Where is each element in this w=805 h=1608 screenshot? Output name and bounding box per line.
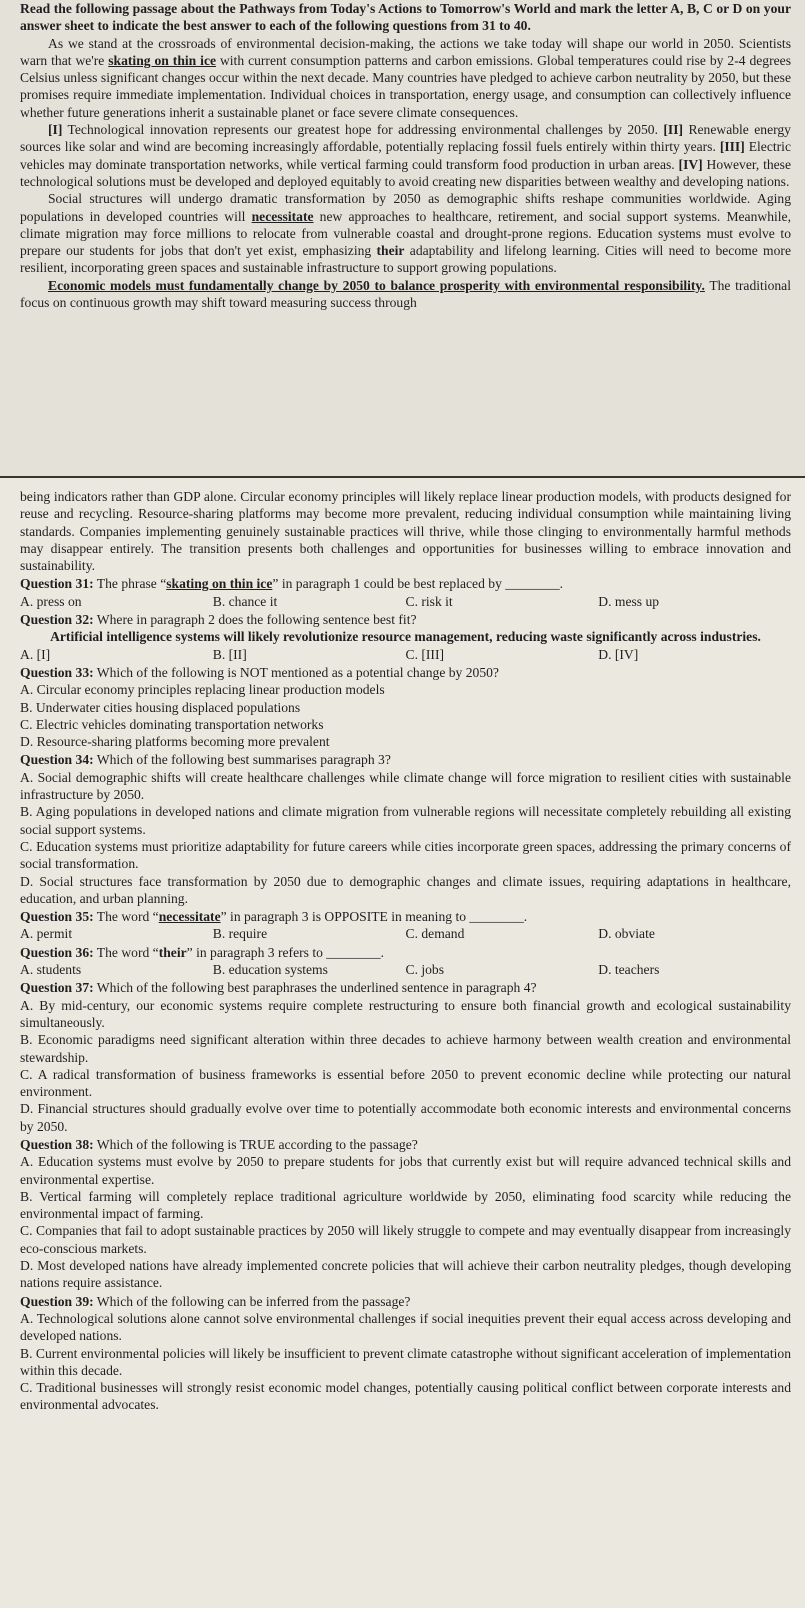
marker-I: [I]: [48, 122, 63, 138]
q34-option-b[interactable]: B. Aging populations in developed nations and climate migration from vulnerable regions will necessitate completely rebuilding all existing social support systems.: [20, 804, 791, 837]
question-38: Question 38: Which of the following is TRUE according to the passage?: [20, 1136, 418, 1152]
question-39: Question 39: Which of the following can be inferred from the passage?: [20, 1293, 411, 1309]
paragraph-3: Social structures will undergo dramatic transformation by 2050 as demographic shifts reshape communities worldwide. Aging populations in developed countries will necessitate new approaches to healthcare, retirement, and social support systems. Meanwhile, climate migration may force millions to relocate from vulnerable coastal and drought-prone regions. Education systems must evolve to prepare our students for jobs that don't yet exist, emphasizing their adaptability and lifelong learning. Cities will need to become more resilient, incorporating green spaces and sustainable infrastructure to support growing populations.: [20, 191, 791, 276]
q35-option-d[interactable]: D. obviate: [598, 926, 655, 942]
q37-option-c[interactable]: C. A radical transformation of business frameworks is essential before 2050 to prevent economic decline while protecting our natural environment.: [20, 1066, 791, 1100]
q36-option-b[interactable]: B. education systems: [212, 962, 328, 978]
q32-option-a[interactable]: A. [I]: [20, 646, 51, 662]
paragraph-4-continued: being indicators rather than GDP alone. Circular economy principles will likely replace linear production models, with products designed for reuse and recycling. Resource-sharing platforms may become more prevalent, reducing individual consumption while maintaining living standards. Companies implementing genuinely sustainable practices will thrive, while those clinging to environmentally harmful methods may disappear entirely. The transition presents both challenges and opportunities for businesses willing to embrace innovation and sustainability.: [20, 489, 791, 574]
q36-option-c[interactable]: C. jobs: [405, 962, 445, 978]
q38-option-a[interactable]: A. Education systems must evolve by 2050 to prepare students for jobs that currently exist but will require advanced technical skills and environmental expertise.: [20, 1154, 791, 1187]
underlined-phrase-skating: skating on thin ice: [108, 52, 217, 68]
q37-option-d[interactable]: D. Financial structures should gradually evolve over time to potentially accommodate both economic interests and environmental concerns by 2050.: [20, 1101, 791, 1134]
q33-option-d[interactable]: D. Resource-sharing platforms becoming more prevalent: [20, 734, 330, 750]
q35-option-b[interactable]: B. require: [212, 926, 268, 942]
question-36-options: [20, 961, 791, 978]
q32-option-c[interactable]: C. [III]: [405, 646, 444, 662]
q34-option-c[interactable]: C. Education systems must prioritize adaptability for future careers while cities incorporate green spaces, addressing the primary concerns of social transformation.: [20, 838, 791, 872]
q38-option-d[interactable]: D. Most developed nations have already implemented concrete policies that will achieve their carbon neutrality pledges, though developing nations require assistance.: [20, 1258, 791, 1291]
bold-word-their: their: [376, 243, 405, 259]
q38-option-b[interactable]: B. Vertical farming will completely replace traditional agriculture worldwide by 2050, eliminating food scarcity while reducing the environmental impact of farming.: [20, 1188, 791, 1222]
q38-option-c[interactable]: C. Companies that fail to adopt sustainable practices by 2050 will likely struggle to compete and may eventually disappear from increasingly eco-conscious markets.: [20, 1223, 791, 1256]
q32-option-d[interactable]: D. [IV]: [598, 646, 639, 662]
q35-option-c[interactable]: C. demand: [405, 926, 465, 942]
question-32-options: [20, 646, 791, 663]
q36-option-a[interactable]: A. students: [20, 962, 82, 978]
question-35: Question 35: The word “necessitate” in paragraph 3 is OPPOSITE in meaning to ________.: [20, 909, 528, 925]
q39-option-c[interactable]: C. Traditional businesses will strongly resist economic model changes, potentially causing political conflict between corporate interests and environmental advocates.: [20, 1380, 791, 1413]
q37-option-b[interactable]: B. Economic paradigms need significant alteration within three decades to achieve harmony between wealth creation and environmental stewardship.: [20, 1032, 791, 1065]
q37-option-a[interactable]: A. By mid-century, our economic systems require complete restructuring to ensure both financial growth and ecological sustainability simultaneously.: [20, 997, 791, 1030]
q33-option-b[interactable]: B. Underwater cities housing displaced populations: [20, 699, 301, 715]
q33-option-c[interactable]: C. Electric vehicles dominating transportation networks: [20, 716, 324, 732]
marker-III: [III]: [719, 139, 745, 155]
question-33: Question 33: Which of the following is NOT mentioned as a potential change by 2050?: [20, 664, 499, 680]
question-31-options: [20, 593, 791, 610]
passage-page-top: [0, 0, 805, 478]
q31-option-b[interactable]: B. chance it: [212, 593, 278, 609]
question-36: Question 36: The word “their” in paragraph 3 refers to ________.: [20, 944, 385, 960]
underlined-sentence-economic: Economic models must fundamentally change by 2050 to balance prosperity with environmental responsibility.: [48, 277, 705, 293]
q39-option-b[interactable]: B. Current environmental policies will likely be insufficient to prevent climate catastrophe without significant acceleration of implementation within this decade.: [20, 1345, 791, 1378]
paragraph-1: As we stand at the crossroads of environmental decision-making, the actions we take today will shape our world in 2050. Scientists warn that we're skating on thin ice with current consumption patterns and carbon emissions. Global temperatures could rise by 2-4 degrees Celsius unless significant changes occur within the next decade. Many countries have pledged to achieve carbon neutrality by 2050, but these promises require immediate implementation. Individual choices in transportation, energy usage, and consumption can collectively influence whether future generations inherit a sustainable planet or face severe climate consequences.: [20, 35, 791, 120]
question-34: Question 34: Which of the following best summarises paragraph 3?: [20, 752, 391, 768]
q31-option-a[interactable]: A. press on: [20, 593, 82, 609]
question-32: Question 32: Where in paragraph 2 does the following sentence best fit?: [20, 612, 417, 628]
question-35-options: [20, 925, 791, 942]
q34-option-d[interactable]: D. Social structures face transformation by 2050 due to demographic changes and climate issues, requiring adaptations in healthcare, education, and urban planning.: [20, 873, 791, 906]
paragraph-4-start: Economic models must fundamentally change by 2050 to balance prosperity with environmental responsibility. The traditional focus on continuous growth may shift toward measuring success through: [20, 277, 791, 311]
q31-option-c[interactable]: C. risk it: [405, 593, 453, 609]
question-32-sentence: Artificial intelligence systems will likely revolutionize resource management, reducing waste significantly across industries.: [50, 629, 761, 645]
underlined-word-necessitate: necessitate: [251, 208, 314, 224]
q31-option-d[interactable]: D. mess up: [598, 593, 660, 609]
q32-option-b[interactable]: B. [II]: [212, 646, 247, 662]
paragraph-2: [I] Technological innovation represents our greatest hope for addressing environmental challenges by 2050. [II] Renewable energy sources like solar and wind are becoming increasingly affordable, potentially replacing fossil fuels entirely within thirty years. [III] Electric vehicles may dominate transportation networks, while vertical farming could transform food production in urban areas. [IV] However, these technological solutions must be developed and deployed equitably to avoid creating new disparities between wealthy and developing nations.: [20, 122, 792, 189]
q33-option-a[interactable]: A. Circular economy principles replacing linear production models: [20, 682, 385, 698]
instructions: Read the following passage about the Pathways from Today's Actions to Tomorrow's World and mark the letter A, B, C or D on your answer sheet to indicate the best answer to each of the following questions from 31 to 40.: [20, 1, 791, 34]
q34-option-a[interactable]: A. Social demographic shifts will create healthcare challenges while climate change will force migration to resilient cities with sustainable infrastructure by 2050.: [20, 769, 791, 803]
q36-option-d[interactable]: D. teachers: [598, 962, 660, 978]
question-31: Question 31: The phrase “skating on thin ice” in paragraph 1 could be best replaced by ________.: [20, 576, 564, 592]
marker-IV: [IV]: [678, 156, 703, 172]
passage-page-bottom: [0, 478, 805, 1608]
q35-option-a[interactable]: A. permit: [20, 926, 73, 942]
q39-option-a[interactable]: A. Technological solutions alone cannot solve environmental challenges if social inequities prevent their equal access across developing and developed nations.: [20, 1310, 791, 1344]
question-37: Question 37: Which of the following best paraphrases the underlined sentence in paragraph 4?: [20, 980, 537, 996]
marker-II: [II]: [663, 122, 684, 138]
